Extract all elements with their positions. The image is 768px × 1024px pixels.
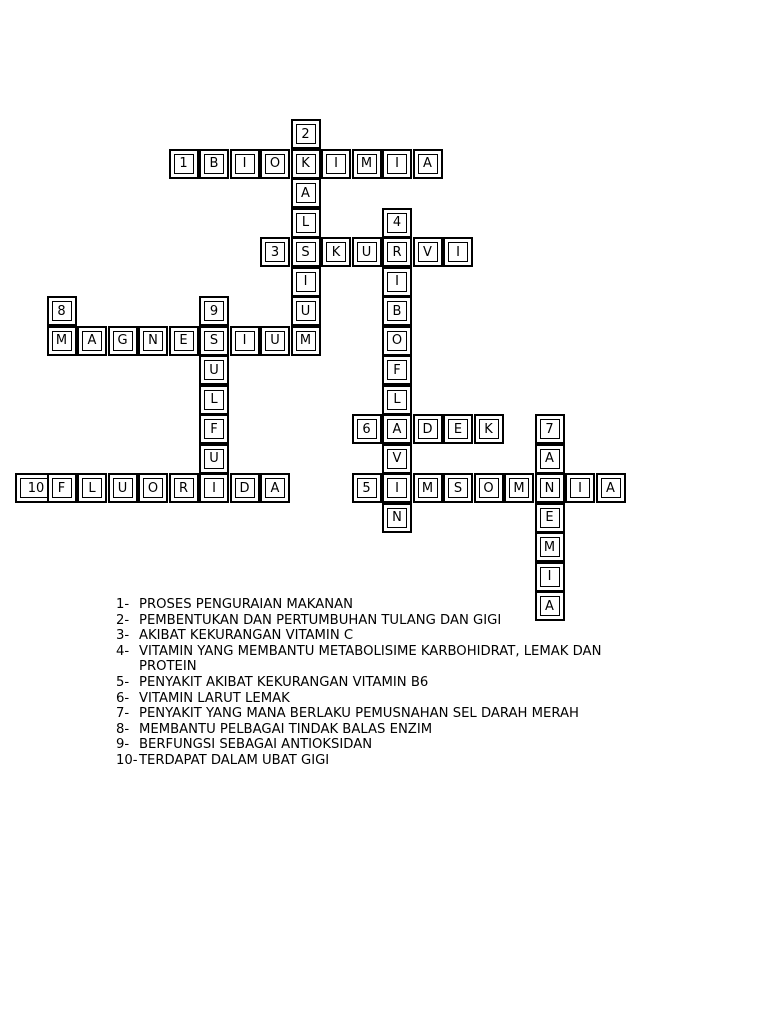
- letter-cell[interactable]: S: [443, 473, 473, 503]
- clue-item: [116, 628, 656, 644]
- clue-item: [116, 706, 656, 722]
- letter-cell[interactable]: A: [535, 444, 565, 474]
- clue-number: 8-: [116, 721, 130, 737]
- letter-cell[interactable]: A: [535, 591, 565, 621]
- letter-cell[interactable]: M: [535, 532, 565, 562]
- letter-cell[interactable]: A: [413, 149, 443, 179]
- clue-item: [116, 675, 656, 691]
- letter-cell[interactable]: O: [260, 149, 290, 179]
- clue-text: PEMBENTUKAN DAN PERTUMBUHAN TULANG DAN GIGI: [139, 612, 502, 628]
- letter-cell[interactable]: M: [47, 326, 77, 356]
- clue-number: 3-: [116, 628, 130, 644]
- letter-cell[interactable]: I: [565, 473, 595, 503]
- letter-cell[interactable]: F: [47, 473, 77, 503]
- letter-cell[interactable]: S: [199, 326, 229, 356]
- letter-cell[interactable]: U: [108, 473, 138, 503]
- letter-cell[interactable]: U: [260, 326, 290, 356]
- clue-text: TERDAPAT DALAM UBAT GIGI: [139, 752, 330, 768]
- letter-cell[interactable]: R: [382, 237, 412, 267]
- letter-cell[interactable]: A: [260, 473, 290, 503]
- clue-number-cell: 4: [382, 208, 412, 238]
- letter-cell[interactable]: E: [535, 503, 565, 533]
- letter-cell[interactable]: L: [77, 473, 107, 503]
- letter-cell[interactable]: M: [504, 473, 534, 503]
- clue-text: MEMBANTU PELBAGAI TINDAK BALAS ENZIM: [139, 721, 433, 737]
- letter-cell[interactable]: M: [413, 473, 443, 503]
- letter-cell[interactable]: F: [382, 355, 412, 385]
- letter-cell[interactable]: N: [138, 326, 168, 356]
- clue-number-cell: 9: [199, 296, 229, 326]
- letter-cell[interactable]: F: [199, 414, 229, 444]
- letter-cell[interactable]: L: [199, 385, 229, 415]
- letter-cell[interactable]: V: [382, 444, 412, 474]
- letter-cell[interactable]: B: [199, 149, 229, 179]
- letter-cell[interactable]: I: [230, 149, 260, 179]
- letter-cell[interactable]: M: [352, 149, 382, 179]
- clue-number: 9-: [116, 737, 130, 753]
- letter-cell[interactable]: K: [474, 414, 504, 444]
- letter-cell[interactable]: U: [352, 237, 382, 267]
- clue-item: [116, 691, 656, 707]
- letter-cell[interactable]: L: [382, 385, 412, 415]
- letter-cell[interactable]: I: [382, 267, 412, 297]
- letter-cell[interactable]: L: [291, 208, 321, 238]
- letter-cell[interactable]: K: [321, 237, 351, 267]
- clue-item: [116, 613, 656, 629]
- letter-cell[interactable]: E: [443, 414, 473, 444]
- letter-cell[interactable]: I: [199, 473, 229, 503]
- letter-cell[interactable]: I: [535, 562, 565, 592]
- clue-number-cell: 6: [352, 414, 382, 444]
- clue-number-cell: 5: [352, 473, 382, 503]
- clue-number: 5-: [116, 674, 130, 690]
- letter-cell[interactable]: E: [169, 326, 199, 356]
- clue-number: 1-: [116, 597, 130, 612]
- clue-number-cell: 7: [535, 414, 565, 444]
- clue-text: PENYAKIT YANG MANA BERLAKU PEMUSNAHAN SEL DARAH MERAH: [139, 706, 579, 722]
- letter-cell[interactable]: N: [535, 473, 565, 503]
- clue-text: AKIBAT KEKURANGAN VITAMIN C: [139, 628, 354, 644]
- clue-item: [116, 753, 656, 769]
- letter-cell[interactable]: A: [382, 414, 412, 444]
- letter-cell[interactable]: B: [382, 296, 412, 326]
- letter-cell[interactable]: D: [413, 414, 443, 444]
- letter-cell[interactable]: U: [291, 296, 321, 326]
- clue-item: [116, 644, 656, 675]
- letter-cell[interactable]: K: [291, 149, 321, 179]
- letter-cell[interactable]: D: [230, 473, 260, 503]
- letter-cell[interactable]: R: [169, 473, 199, 503]
- clue-number-cell: 3: [260, 237, 290, 267]
- clue-text: PROSES PENGURAIAN MAKANAN: [139, 597, 353, 612]
- clue-text: VITAMIN LARUT LEMAK: [139, 690, 290, 706]
- clue-number: 6-: [116, 690, 130, 706]
- clue-item: [116, 597, 656, 613]
- clue-number: 10-: [116, 752, 138, 768]
- letter-cell[interactable]: U: [199, 355, 229, 385]
- clue-number: 2-: [116, 612, 130, 628]
- letter-cell[interactable]: M: [291, 326, 321, 356]
- clue-number: 4-: [116, 643, 130, 659]
- clue-number-cell: 8: [47, 296, 77, 326]
- clue-text: BERFUNGSI SEBAGAI ANTIOKSIDAN: [139, 737, 373, 753]
- clue-text: VITAMIN YANG MEMBANTU METABOLISIME KARBOHIDRAT, LEMAK DAN PROTEIN: [139, 643, 602, 675]
- letter-cell[interactable]: I: [382, 473, 412, 503]
- letter-cell[interactable]: A: [291, 178, 321, 208]
- clue-number-cell: 1: [169, 149, 199, 179]
- letter-cell[interactable]: A: [596, 473, 626, 503]
- letter-cell[interactable]: S: [291, 237, 321, 267]
- letter-cell[interactable]: I: [291, 267, 321, 297]
- letter-cell[interactable]: V: [413, 237, 443, 267]
- letter-cell[interactable]: N: [382, 503, 412, 533]
- clue-number-cell: 2: [291, 119, 321, 149]
- letter-cell[interactable]: O: [474, 473, 504, 503]
- letter-cell[interactable]: O: [138, 473, 168, 503]
- clue-list: [116, 597, 656, 769]
- letter-cell[interactable]: I: [443, 237, 473, 267]
- clue-number-cell: 10: [15, 473, 57, 503]
- letter-cell[interactable]: G: [108, 326, 138, 356]
- letter-cell[interactable]: O: [382, 326, 412, 356]
- letter-cell[interactable]: U: [199, 444, 229, 474]
- clue-number: 7-: [116, 706, 130, 722]
- letter-cell[interactable]: I: [382, 149, 412, 179]
- clue-text: PENYAKIT AKIBAT KEKURANGAN VITAMIN B6: [139, 674, 429, 690]
- clue-item: [116, 737, 656, 753]
- letter-cell[interactable]: I: [230, 326, 260, 356]
- clue-item: [116, 722, 656, 738]
- letter-cell[interactable]: A: [77, 326, 107, 356]
- letter-cell[interactable]: I: [321, 149, 351, 179]
